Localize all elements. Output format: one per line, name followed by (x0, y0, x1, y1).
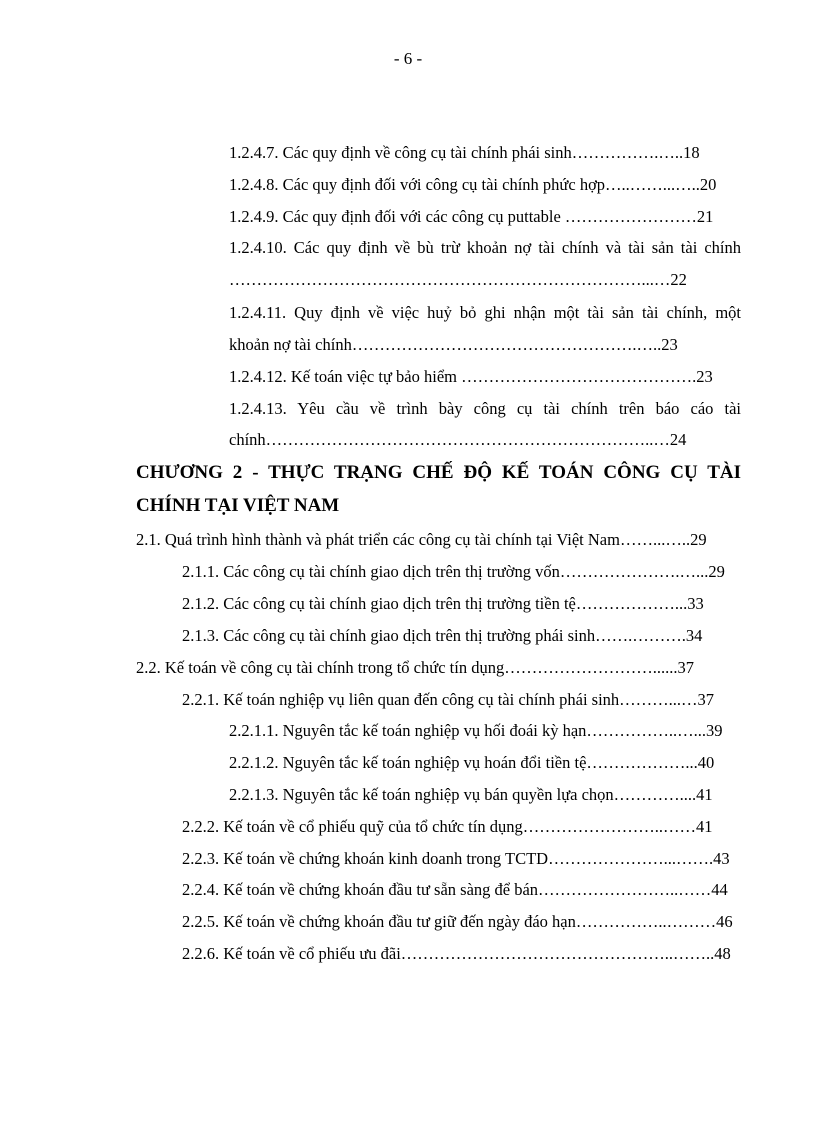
toc-section-2-1-1: 2.1.1. Các công cụ tài chính giao dịch trên thị trường vốn………………….…...29 (182, 562, 725, 581)
toc-section-2-2-1-1: 2.2.1.1. Nguyên tắc kế toán nghiệp vụ hối đoái kỳ hạn……………..…...39 (229, 721, 723, 740)
toc-entry-1-2-4-11-cont: khoản nợ tài chính…………………………………………….…..23 (229, 335, 678, 354)
toc-section-2-2-6: 2.2.6. Kế toán về cổ phiếu ưu đãi…………………………………………..……..48 (182, 944, 731, 963)
toc-section-2-1: 2.1. Quá trình hình thành và phát triển các công cụ tài chính tại Việt Nam……...…..29 (136, 530, 707, 549)
toc-section-2-2-1: 2.2.1. Kế toán nghiệp vụ liên quan đến công cụ tài chính phái sinh………...…37 (182, 690, 715, 709)
toc-section-2-2-1-2: 2.2.1.2. Nguyên tắc kế toán nghiệp vụ hoán đổi tiền tệ………………...40 (229, 753, 715, 772)
toc-entry-1-2-4-9: 1.2.4.9. Các quy định đối với các công cụ puttable ……………………21 (229, 207, 714, 226)
toc-entry-1-2-4-11: 1.2.4.11. Quy định về việc huỷ bỏ ghi nhận một tài sản tài chính, một (229, 303, 741, 322)
toc-section-2-2-5: 2.2.5. Kế toán về chứng khoán đầu tư giữ đến ngày đáo hạn……………..………46 (182, 912, 733, 931)
toc-entry-1-2-4-7: 1.2.4.7. Các quy định về công cụ tài chính phái sinh…………….…..18 (229, 143, 700, 162)
page-number: - 6 - (393, 49, 423, 68)
toc-entry-1-2-4-8: 1.2.4.8. Các quy định đối với công cụ tài chính phức hợp…..……...…..20 (229, 175, 717, 194)
toc-section-2-2-4: 2.2.4. Kế toán về chứng khoán đầu tư sẵn sàng để bán……………………..……44 (182, 880, 728, 899)
toc-entry-1-2-4-10: 1.2.4.10. Các quy định về bù trừ khoản nợ tài chính và tài sản tài chính (229, 238, 741, 257)
toc-entry-1-2-4-13-cont: chính……………………………………………………………..…24 (229, 430, 687, 449)
toc-section-2-1-2: 2.1.2. Các công cụ tài chính giao dịch trên thị trường tiền tệ………………...33 (182, 594, 704, 613)
toc-section-2-1-3: 2.1.3. Các công cụ tài chính giao dịch trên thị trường phái sinh…….……….34 (182, 626, 703, 645)
toc-section-2-2-1-3: 2.2.1.3. Nguyên tắc kế toán nghiệp vụ bán quyền lựa chọn…………....41 (229, 785, 713, 804)
toc-section-2-2-2: 2.2.2. Kế toán về cổ phiếu quỹ của tổ chức tín dụng……………………..……41 (182, 817, 713, 836)
toc-entry-1-2-4-13: 1.2.4.13. Yêu cầu về trình bày công cụ tài chính trên báo cáo tài (229, 399, 741, 418)
chapter-heading-line2: CHÍNH TẠI VIỆT NAM (136, 495, 340, 516)
toc-section-2-2: 2.2. Kế toán về công cụ tài chính trong tổ chức tín dụng………………………......37 (136, 658, 694, 677)
chapter-heading-line1: CHƯƠNG 2 - THỰC TRẠNG CHẾ ĐỘ KẾ TOÁN CÔNG CỤ TÀI (136, 462, 741, 483)
toc-entry-1-2-4-12: 1.2.4.12. Kế toán việc tự bảo hiểm …………………………………….23 (229, 367, 713, 386)
toc-entry-1-2-4-10-cont: …………………………………………………………………...…22 (229, 270, 687, 289)
toc-section-2-2-3: 2.2.3. Kế toán về chứng khoán kinh doanh trong TCTD…………………...…….43 (182, 849, 730, 868)
